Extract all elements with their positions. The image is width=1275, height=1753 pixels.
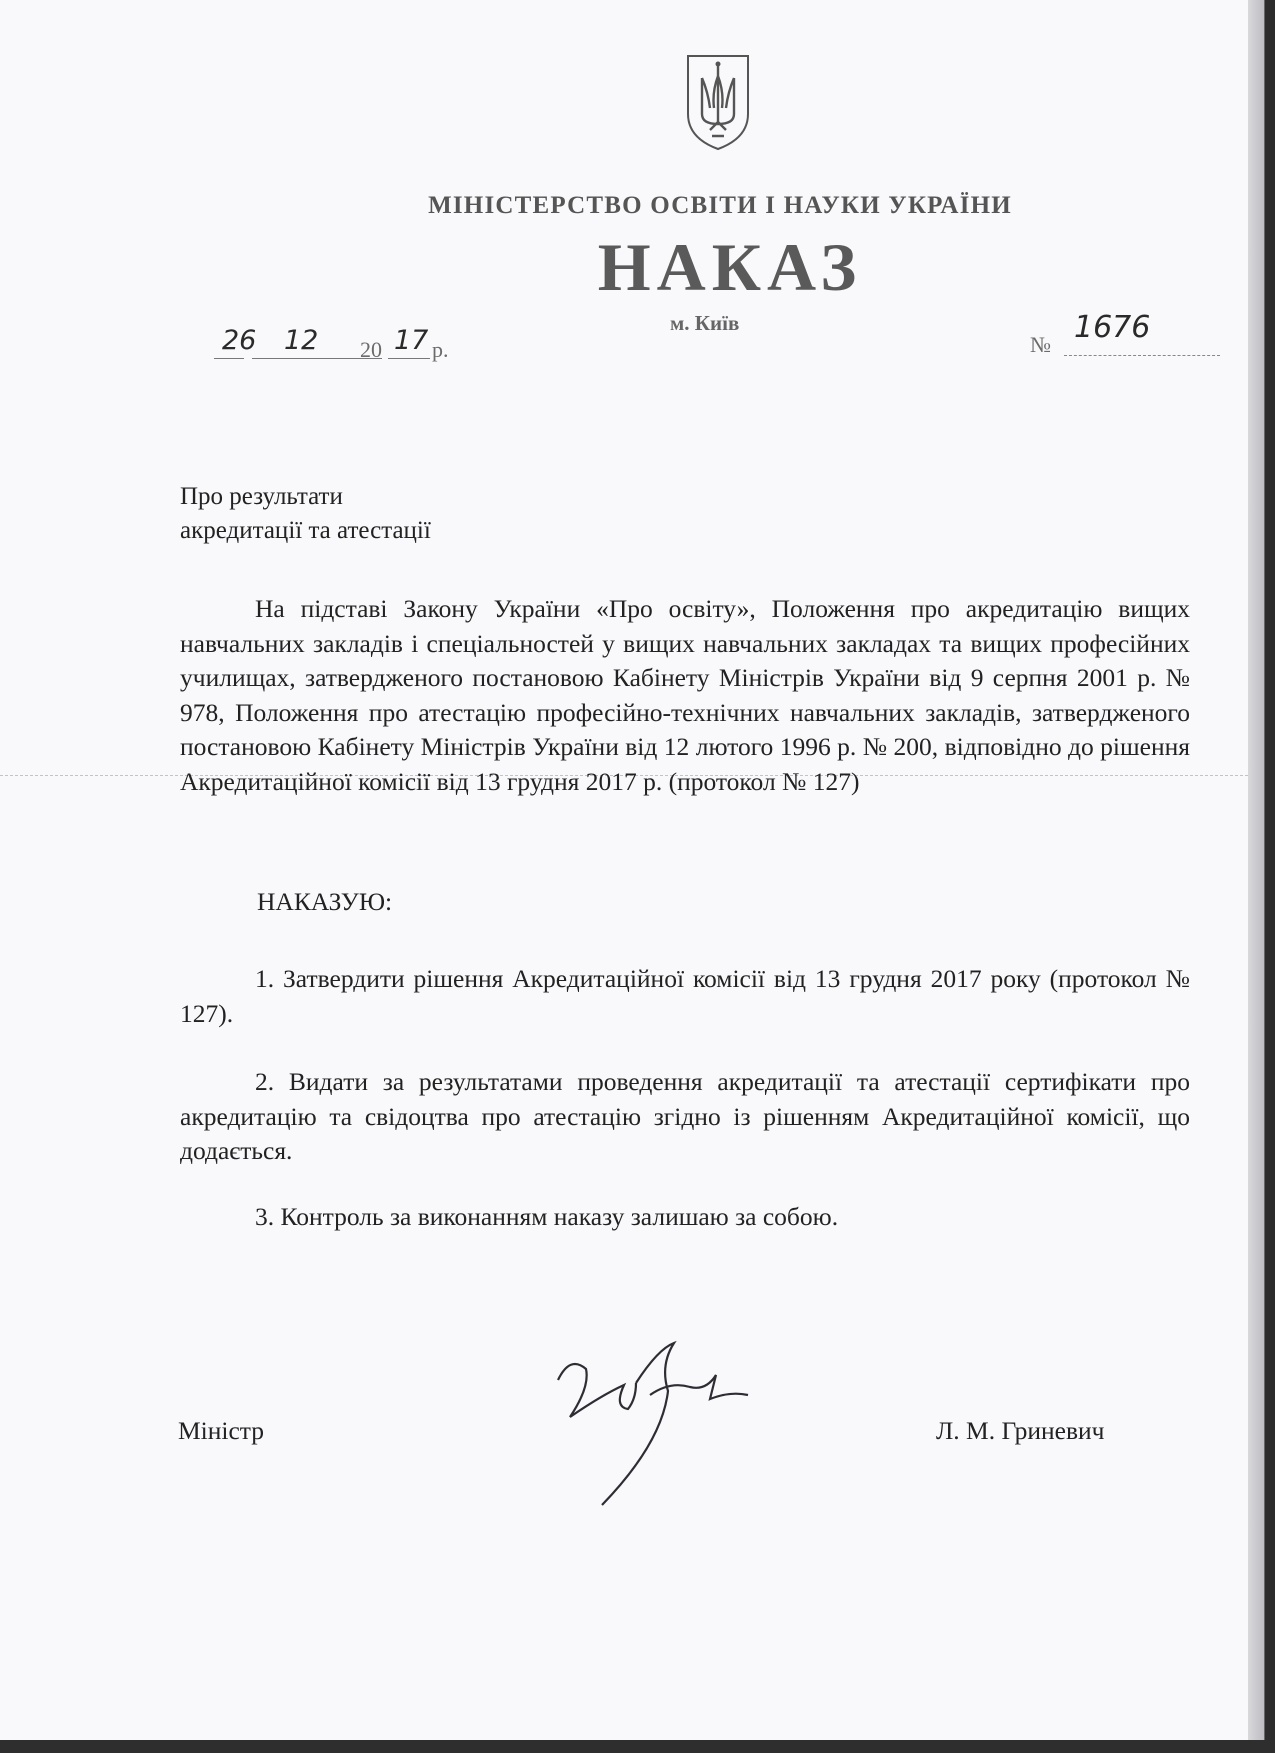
coat-of-arms-icon [682, 52, 754, 152]
number-value: 1676 [1074, 310, 1151, 345]
order-item-text: 1. Затвердити рішення Акредитаційної комісії від 13 грудня 2017 року (протокол № 127). [180, 964, 1190, 1028]
signatory-position: Міністр [178, 1416, 265, 1445]
subject-line-1: Про результати [180, 483, 343, 510]
date-year-marker: р. [432, 337, 449, 362]
date-month: 12 [284, 325, 319, 356]
order-item-3 [180, 1200, 1190, 1235]
order-item-1 [180, 962, 1190, 1031]
order-item-2 [180, 1065, 1190, 1169]
document-type-title: НАКАЗ [597, 229, 863, 305]
date-year-suffix: 17 [394, 325, 429, 356]
scan-edge-bottom [0, 1740, 1275, 1753]
scan-edge-right [1248, 0, 1275, 1753]
order-subject [180, 480, 431, 548]
ministry-name: МІНІСТЕРСТВО ОСВІТИ І НАУКИ УКРАЇНИ [428, 192, 1012, 219]
number-label: № [1030, 332, 1051, 357]
preamble-paragraph [180, 592, 1190, 800]
preamble-text: На підставі Закону України «Про освіту», Положення про акредитацію вищих навчальних закладів і спеціальностей у вищих навчальних закладах та вищих професійних училищах, затвердженого постановою Кабінету Міністрів України від 9 серпня 2001 р. № 978, Положення про атестацію професійно-технічних навчальних закладів, затвердженого постановою Кабінету Міністрів України від 12 лютого 1996 р. № 200, відповідно до рішення Акредитаційної комісії від 13 грудня 2017 р. (протокол № 127) [180, 594, 1190, 796]
signatory-name: Л. М. Гриневич [936, 1416, 1105, 1445]
date-year-prefix: 20 [360, 337, 382, 362]
order-directive: НАКАЗУЮ: [257, 887, 393, 916]
subject-line-2: акредитації та атестації [180, 517, 431, 544]
order-date [222, 325, 522, 365]
order-item-text: 3. Контроль за виконанням наказу залишаю за собою. [255, 1202, 839, 1231]
handwritten-signature [540, 1325, 780, 1515]
order-number [1030, 310, 1220, 360]
issue-city: м. Київ [670, 311, 740, 335]
order-item-text: 2. Видати за результатами проведення акредитації та атестації сертифікати про акредитацію та свідоцтва про атестацію згідно із рішенням Акредитаційної комісії, що додається. [180, 1067, 1190, 1166]
date-day: 26 [222, 325, 257, 356]
